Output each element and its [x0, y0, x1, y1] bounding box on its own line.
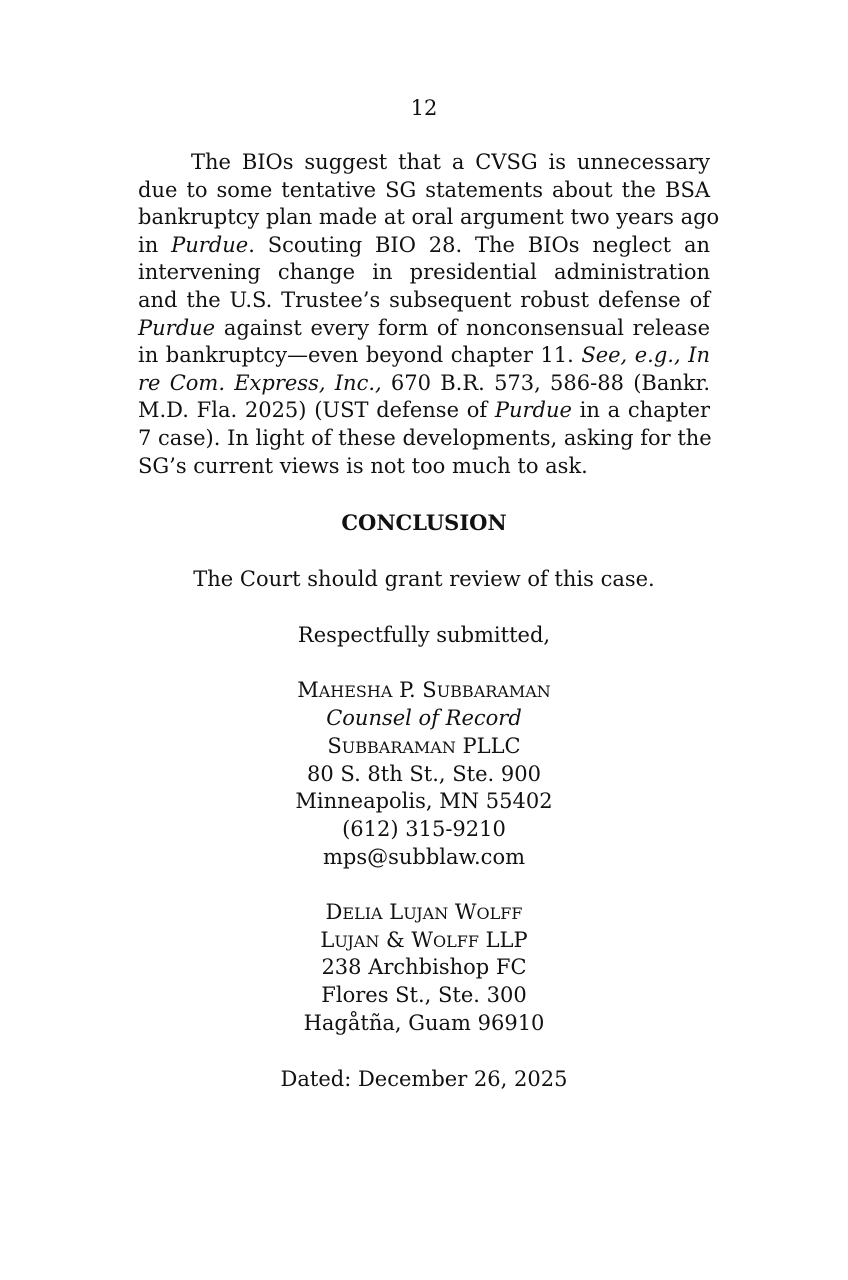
text-run: Purdue — [494, 398, 572, 423]
text-run: in a chapter — [571, 398, 710, 423]
small-caps-run: AHESHA — [318, 682, 393, 701]
paragraph-line — [138, 453, 710, 481]
conclusion-statement: The Court should grant review of this case. — [193, 567, 655, 591]
paragraph-line — [138, 259, 710, 287]
text-run: See, e.g., In — [581, 343, 711, 368]
paragraph-line — [138, 204, 720, 232]
paragraph-line — [138, 315, 710, 343]
counsel1-email: mps@subblaw.com — [322, 845, 526, 869]
counsel2-name — [0, 898, 848, 928]
page-number: 12 — [410, 96, 438, 120]
text-run: bankruptcy plan made at oral argument two years ago — [138, 205, 720, 230]
paragraph-line — [138, 397, 710, 425]
paragraph-line — [138, 232, 710, 260]
section-heading-conclusion: CONCLUSION — [341, 510, 507, 535]
text-run: due to some tentative SG statements about the BSA — [138, 177, 710, 202]
counsel2-address-line2: Flores St., Ste. 300 — [321, 983, 527, 1007]
paragraph-line — [138, 177, 710, 205]
text-run: . Scouting BIO 28. The BIOs neglect an — [248, 232, 710, 257]
paragraph-line — [138, 425, 710, 453]
text-run: The BIOs suggest that a CVSG is unnecessary — [191, 150, 710, 174]
text-run: M.D. Fla. 2025) (UST defense of — [138, 398, 495, 423]
small-caps-run: D — [325, 900, 343, 924]
date-line: Dated: December 26, 2025 — [280, 1067, 568, 1091]
small-caps-run: OLFF — [432, 932, 479, 951]
small-caps-run: L — [320, 928, 335, 952]
text-run: Purdue — [138, 315, 216, 340]
paragraph-line — [138, 287, 710, 315]
small-caps-run: P. S — [392, 678, 437, 702]
paragraph-line — [138, 370, 710, 398]
text-run: 7 case). In light of these developments, asking for the — [138, 425, 712, 450]
counsel2-address-line1: 238 Archbishop FC — [321, 955, 527, 979]
text-run: 670 B.R. 573, 586-88 (Bankr. — [381, 370, 710, 395]
text-run: re Com. Express, Inc., — [138, 370, 382, 395]
text-run: in bankruptcy—even beyond chapter 11. — [138, 343, 582, 368]
small-caps-run: UJAN — [403, 904, 449, 923]
text-run: and the U.S. Trustee’s subsequent robust defense of — [138, 287, 710, 312]
counsel1-address-line2: Minneapolis, MN 55402 — [295, 789, 553, 813]
counsel1-role: Counsel of Record — [326, 706, 522, 730]
small-caps-run: OLFF — [476, 904, 523, 923]
small-caps-run: S — [327, 734, 342, 758]
body-paragraph — [138, 149, 720, 480]
closing-respectfully-submitted: Respectfully submitted, — [297, 623, 551, 647]
counsel1-phone: (612) 315-9210 — [342, 817, 506, 841]
text-run: SG’s current views is not too much to ask. — [138, 453, 588, 478]
small-caps-run: L — [382, 900, 404, 924]
counsel1-address-line1: 80 S. 8th St., Ste. 900 — [307, 762, 541, 786]
text-run: in — [138, 232, 172, 257]
small-caps-run: W — [448, 900, 477, 924]
small-caps-run: & W — [379, 928, 433, 952]
counsel1-name — [0, 676, 848, 706]
text-run: against every form of nonconsensual release — [215, 315, 710, 340]
counsel2-firm — [0, 926, 848, 956]
small-caps-run: UJAN — [334, 932, 380, 951]
counsel2-address-line3: Hagåtña, Guam 96910 — [303, 1011, 545, 1035]
text-run: intervening change in presidential administration — [138, 260, 710, 285]
counsel1-firm — [0, 732, 848, 762]
small-caps-run: M — [297, 678, 319, 702]
small-caps-run: LLP — [478, 928, 528, 952]
small-caps-run: UBBARAMAN — [436, 682, 551, 701]
paragraph-line — [138, 342, 710, 370]
small-caps-run: ELIA — [342, 904, 383, 923]
text-run: Purdue — [171, 232, 249, 257]
paragraph-line — [138, 149, 710, 177]
small-caps-run: UBBARAMAN — [341, 738, 456, 757]
small-caps-run: PLLC — [455, 734, 521, 758]
